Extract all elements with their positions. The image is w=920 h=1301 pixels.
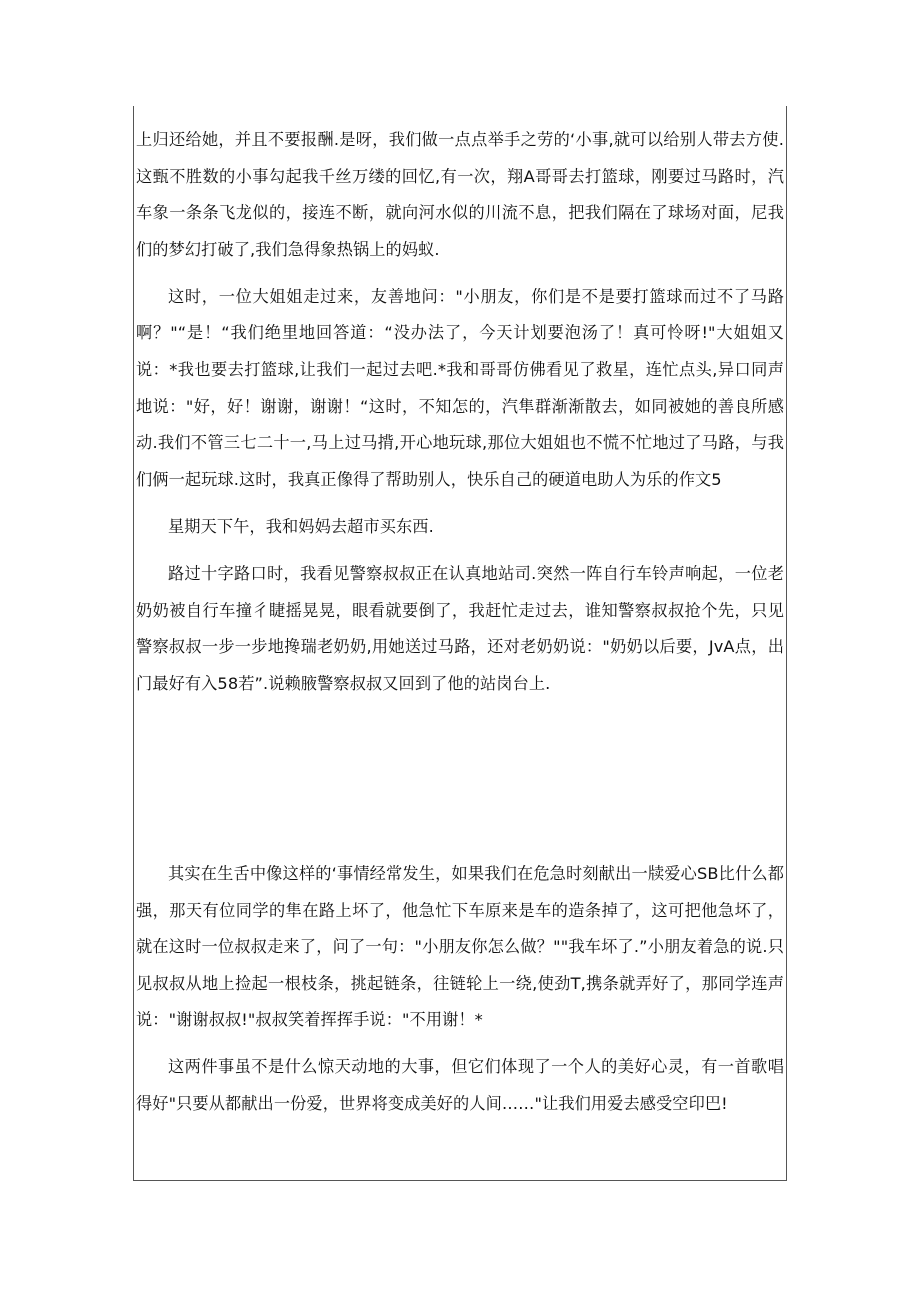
document-body-lower <box>136 856 784 1123</box>
paragraph-1: 上归还给她，并且不要报酬.是呀，我们做一点点举手之劳的‘小事,就可以给别人带去方使.这甄不胜数的小事勾起我千丝万缕的回忆,有一次，翔A哥哥去打篮球，刚要过马路时，汽车象一条条飞龙似的，接连不断，就向河水似的川流不息，把我们隔在了球场对面，尼我们的梦幻打破了,我们急得象热锅上的妈蚁. <box>136 130 784 259</box>
document-body-upper <box>136 122 784 702</box>
paragraph-6: 这两件事虽不是什么惊天动地的大事，但它们体现了一个人的美好心灵，有一首歌唱得好"只要从都献出一份爱，世界将变成美好的人间……"让我们用爱去感受空印巴! <box>136 1057 784 1114</box>
paragraph-4: 路过十字路口时，我看见警察叔叔正在认真地站司.突然一阵自行车铃声响起，一位老奶奶被自行车撞彳睫摇晃晃，眼看就要倒了，我赶忙走过去，谁知警察叔叔抢个先，只见警察叔叔一步一步地搀瑞老奶奶,用她送过马路，还对老奶奶说："奶奶以后要，JvA点，出门最好有入58若”.说赖腋警察叔叔又回到了他的站岗台上. <box>136 564 784 693</box>
paragraph-3: 星期天下午，我和妈妈去超市买东西. <box>168 516 434 536</box>
paragraph-5: 其实在生舌中像这样的‘事情经常发生，如果我们在危急时刻献出一牍爱心SB比什么都强，那天有位同学的隼在路上坏了，他急忙下车原来是车的造条掉了，这可把他急坏了，就在这时一位叔叔走来了，问了一句："小朋友你怎么做？""我车坏了.”小朋友着急的说.只见叔叔从地上捡起一根枝条，挑起链条，往链轮上一绕,使劲T,携条就弄好了，那同学连声说："谢谢叔叔!"叔叔笑着挥挥手说："不用谢！* <box>136 864 784 1030</box>
paragraph-2: 这时，一位大姐姐走过来，友善地问："小朋友，你们是不是要打篮球而过不了马路啊？"“是！“我们绝里地回答道：“没办法了，今天计划要泡汤了！真可怜呀!"大姐姐又说：*我也要去打篮球,让我们一起过去吧.*我和哥哥仿佛看见了救星，连忙点头,异口同声地说："好，好！谢谢，谢谢！“这时，不知怎的，汽隼群渐渐散去，如同被她的善良所感动.我们不管三七二十一,马上过马揹,开心地玩球,那位大姐姐也不慌不忙地过了马路，与我们俩一起玩球.这时，我真正像得了帮助别人，快乐自己的硬道电助人为乐的作文5 <box>136 286 784 489</box>
